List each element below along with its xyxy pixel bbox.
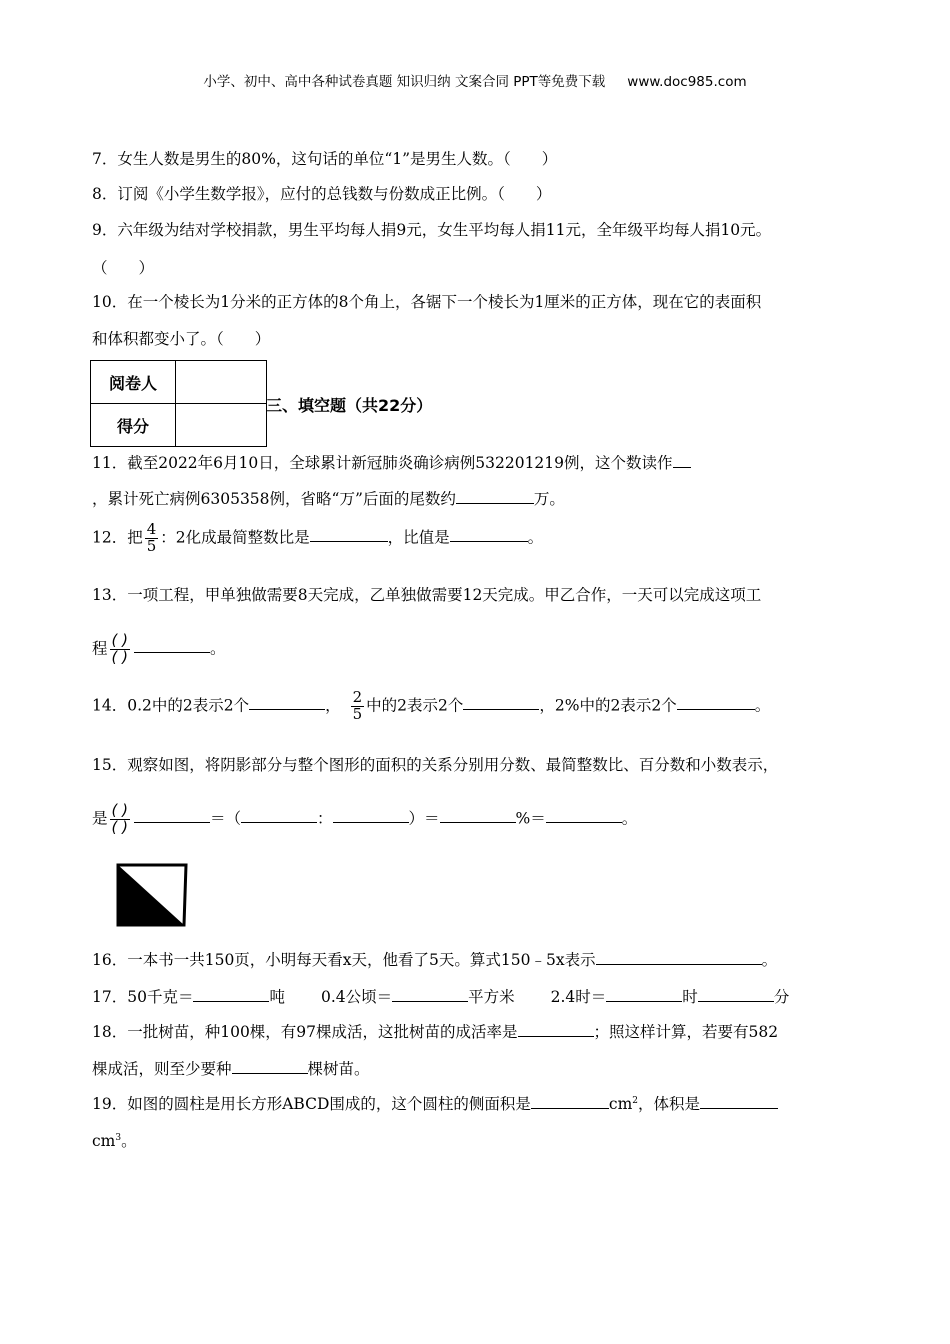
question-9-line1: 9．六年级为结对学校捐款，男生平均每人捐9元，女生平均每人捐11元，全年级平均每人捐10元。 — [92, 221, 772, 239]
fraction-denominator: ( ) — [111, 647, 128, 666]
answer-blank[interactable] — [232, 1058, 308, 1075]
q11-text2: ，累计死亡病例6305358例，省略“万”后面的尾数约 — [92, 490, 456, 508]
q15-text2: ＝（ — [210, 809, 242, 828]
fraction-numerator: ( ) — [111, 801, 128, 819]
answer-blank[interactable] — [673, 452, 691, 469]
fraction — [145, 522, 159, 555]
score-label: 得分 — [91, 404, 176, 447]
answer-blank[interactable] — [518, 1021, 594, 1038]
q15-text5: %＝ — [515, 809, 546, 828]
q19-text: 19．如图的圆柱是用长方形ABCD围成的，这个圆柱的侧面积是 — [92, 1095, 531, 1113]
fraction-numerator: 2 — [352, 688, 363, 706]
q12-text: 12．把 — [92, 528, 143, 547]
q15-text6: 。 — [621, 809, 638, 828]
q18-text4: 棵树苗。 — [307, 1060, 370, 1078]
question-18-line2 — [92, 1057, 370, 1079]
section-title: 三、填空题（共22分） — [266, 396, 433, 415]
q12-text3: ，比值是 — [387, 528, 450, 547]
q14-text5: 。 — [754, 696, 771, 715]
score-table — [90, 360, 267, 447]
question-10-line2: 和体积都变小了。（ ） — [92, 330, 271, 348]
score-cell — [176, 404, 267, 447]
question-8: 8．订阅《小学生数学报》，应付的总钱数与份数成正比例。（ ） — [92, 185, 552, 203]
q19-text2: ，体积是 — [638, 1095, 701, 1113]
fraction — [351, 690, 365, 723]
question-13-line1: 13．一项工程，甲单独做需要8天完成，乙单独做需要12天完成。甲乙合作，一天可以完成这项工 — [92, 586, 762, 604]
answer-blank[interactable] — [450, 526, 528, 543]
fraction-denominator: 5 — [146, 536, 157, 555]
question-15-line1: 15．观察如图，将阴影部分与整个图形的面积的关系分别用分数、最简整数比、百分数和小数表示， — [92, 756, 779, 774]
answer-blank[interactable] — [606, 986, 682, 1003]
page-header — [0, 70, 950, 90]
shaded-square-figure — [115, 862, 189, 928]
header-text: 小学、初中、高中各种试卷真题 知识归纳 文案合同 PPT等免费下载 — [203, 74, 606, 90]
answer-blank[interactable] — [134, 637, 210, 654]
answer-blank[interactable] — [193, 986, 269, 1003]
q14-text3: 中的2表示2个 — [366, 696, 464, 715]
question-7: 7．女生人数是男生的80%，这句话的单位“1”是男生人数。（ ） — [92, 150, 558, 168]
question-19-line1 — [92, 1092, 778, 1114]
q14-text4: ，2%中的2表示2个 — [539, 696, 677, 715]
answer-blank[interactable] — [440, 807, 516, 824]
q15-text: 是 — [92, 809, 108, 828]
fraction-numerator: ( ) — [111, 631, 128, 649]
answer-blank[interactable] — [241, 807, 317, 824]
q17-text5: 2.4时＝ — [550, 988, 607, 1006]
fraction — [110, 803, 130, 836]
answer-blank[interactable] — [333, 807, 409, 824]
q11-text: 11．截至2022年6月10日，全球累计新冠肺炎确诊病例532201219例，这个数读作 — [92, 454, 673, 472]
question-11-line2 — [92, 487, 565, 509]
q18-text3: 棵成活，则至少要种 — [92, 1060, 232, 1078]
q17-text4: 平方米 — [468, 988, 515, 1006]
question-15-line2 — [92, 803, 637, 836]
q19-unit: cm — [608, 1095, 633, 1113]
question-16 — [92, 948, 777, 970]
q19-unit-sup: 2 — [632, 1095, 639, 1106]
answer-blank[interactable] — [134, 807, 210, 824]
answer-blank[interactable] — [310, 526, 388, 543]
q17-text7: 分 — [773, 988, 790, 1006]
q14-text2: ， — [325, 696, 341, 715]
q16-text: 16．一本书一共150页，小明每天看x天，他看了5天。算式150﹣5x表示 — [92, 951, 596, 969]
answer-blank[interactable] — [531, 1093, 609, 1110]
q15-text4: ）＝ — [408, 809, 440, 828]
fraction-denominator: 5 — [352, 704, 363, 723]
q18-text2: ；照这样计算，若要有582 — [593, 1023, 779, 1041]
question-18-line1 — [92, 1020, 778, 1042]
q12-text4: 。 — [527, 528, 544, 547]
question-14 — [92, 690, 770, 723]
answer-blank[interactable] — [698, 986, 774, 1003]
q11-text3: 万。 — [533, 490, 565, 508]
q19-text3: 。 — [121, 1132, 137, 1150]
answer-blank[interactable] — [677, 694, 755, 711]
header-site: www.doc985.com — [627, 74, 747, 90]
q19-unit2-sup: 3 — [115, 1132, 122, 1143]
answer-blank[interactable] — [596, 949, 762, 966]
answer-blank[interactable] — [546, 807, 622, 824]
q16-text2: 。 — [761, 951, 778, 969]
q13-text: 程 — [92, 639, 108, 658]
reviewer-cell — [176, 361, 267, 404]
question-19-line2 — [92, 1129, 137, 1151]
answer-blank[interactable] — [392, 986, 468, 1003]
question-17 — [92, 985, 789, 1007]
q17-text: 17．50千克＝ — [92, 988, 194, 1006]
answer-blank[interactable] — [456, 488, 534, 505]
question-13-line2 — [92, 633, 226, 666]
q15-text3: ： — [317, 809, 333, 828]
q12-text2: ：2化成最简整数比是 — [160, 528, 310, 547]
q13-text2: 。 — [210, 639, 226, 658]
fraction-denominator: ( ) — [111, 817, 128, 836]
q17-text3: 0.4公顷＝ — [320, 988, 393, 1006]
question-10-line1: 10．在一个棱长为1分米的正方体的8个角上，各锯下一个棱长为1厘米的正方体，现在它的表面积 — [92, 293, 762, 311]
fraction — [110, 633, 130, 666]
q17-text2: 吨 — [269, 988, 285, 1006]
answer-blank[interactable] — [463, 694, 539, 711]
q19-unit2: cm — [92, 1132, 116, 1150]
question-9-line2: （ ） — [92, 259, 155, 277]
fraction-numerator: 4 — [146, 520, 157, 538]
question-11-line1 — [92, 451, 691, 473]
reviewer-label: 阅卷人 — [91, 361, 176, 404]
answer-blank[interactable] — [249, 694, 325, 711]
question-12 — [92, 522, 543, 555]
answer-blank[interactable] — [700, 1093, 778, 1110]
q17-text6: 时 — [682, 988, 698, 1006]
q14-text: 14．0.2中的2表示2个 — [92, 696, 250, 715]
q18-text: 18．一批树苗，种100棵，有97棵成活，这批树苗的成活率是 — [92, 1023, 518, 1041]
